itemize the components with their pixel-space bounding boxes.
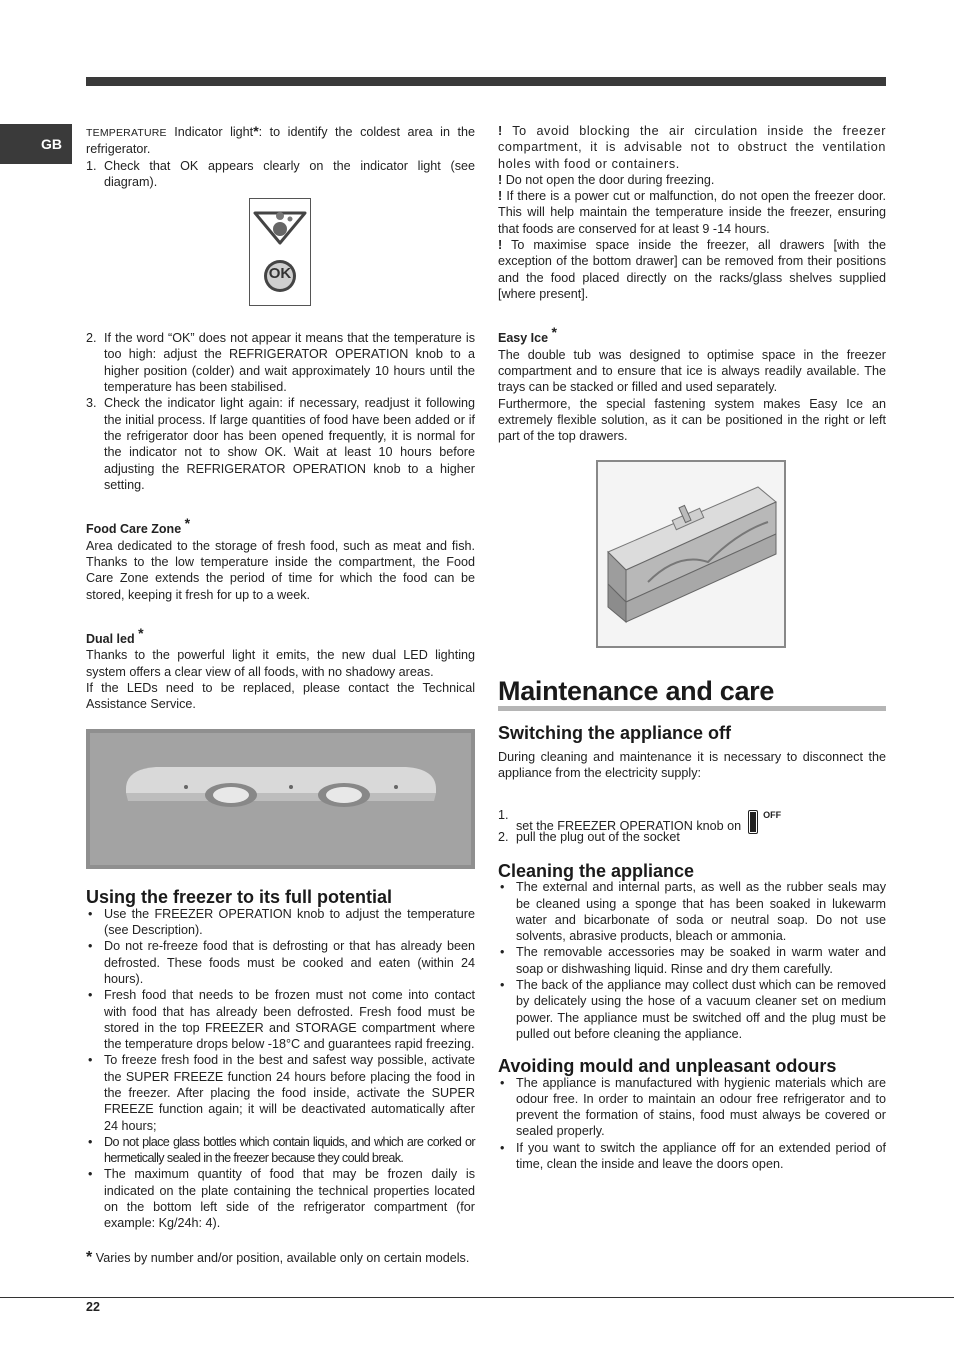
list-item: 1. Check that OK appears clearly on the indicator light (see diagram). xyxy=(86,158,475,189)
food-care-text: Area dedicated to the storage of fresh food, such as meat and fish. Thanks to the low temperature inside the compartment, the Food Care Zone extends the period of time for which the food can be stored, keeping it fresh for up to a week. xyxy=(86,538,475,602)
dual-led-photo xyxy=(86,729,475,869)
dual-led-text: Thanks to the powerful light it emits, the new dual LED lighting system offers a clear view of all foods, with no shadowy areas. xyxy=(86,648,475,679)
cleaning-list xyxy=(498,879,886,1042)
temperature-indicator-diagram xyxy=(249,198,311,306)
mould-heading: Avoiding mould and unpleasant odours xyxy=(498,1056,837,1077)
easy-ice-text: The double tub was designed to optimise space in the freezer compartment and to ensure that ice is always readily available. The trays can be stacked or filled and used separately. xyxy=(498,347,886,395)
freezer-list xyxy=(86,906,475,1232)
off-label: OFF xyxy=(763,810,782,821)
top-rule xyxy=(86,77,886,86)
temperature-steps-1 xyxy=(86,158,475,191)
freezer-heading: Using the freezer to its full potential xyxy=(86,887,393,908)
list-item: • The removable accessories may be soaked in warm water and soap or dishwashing liquid. Rinse and dry them carefully. xyxy=(498,944,886,977)
right-column xyxy=(498,123,886,1172)
temperature-steps-2 xyxy=(86,330,475,493)
switch-off-steps xyxy=(498,807,886,845)
food-care-heading: Food Care Zone * xyxy=(86,515,191,537)
list-item: • Fresh food that needs to be frozen must not come into contact with food that has already been defrosted. Fresh food must be stored in the top FREEZER and STORAGE compartment where the temperature drops below -18°C and guarantees rapid freezing. xyxy=(86,987,475,1052)
footer-rule xyxy=(0,1297,954,1298)
switch-off-heading: Switching the appliance off xyxy=(498,722,732,743)
dual-led-text-2: If the LEDs need to be replaced, please contact the Technical Assistance Service. xyxy=(86,680,475,712)
maintenance-title: Maintenance and care xyxy=(498,676,886,711)
temperature-label: TEMPERATURE xyxy=(86,127,167,139)
list-item: • The appliance is manufactured with hygienic materials which are odour free. In order to maintain an odour free refrigerator and to prevent the formation of stains, food must always be covered or sealed properly. xyxy=(498,1075,886,1140)
list-item: 3. Check the indicator light again: if necessary, readjust it following the initial process. If large quantities of food have been added or if the refrigerator door has been opened frequently, it is normal for the indicator not to show OK. Wait at least 10 hours before adjusting the REFRIGERATOR OPERATION knob to a higher setting. xyxy=(86,396,475,492)
easy-ice-photo xyxy=(596,460,786,648)
language-tab: GB xyxy=(0,124,72,164)
easy-ice-image xyxy=(598,462,784,646)
list-item: • The back of the appliance may collect dust which can be removed by delicately using the hose of a vacuum cleaner set on medium power. The appliance must be switched off and the plug must be pulled out before cleaning the appliance. xyxy=(498,977,886,1042)
list-item: 2. If the word “OK” does not appear it means that the temperature is too high: adjust the REFRIGERATOR OPERATION knob to a higher position (colder) and wait approximately 10 hours until the temperature has been stabilised. xyxy=(86,331,475,395)
temperature-intro: TEMPERATURE Indicator light*: to identify the coldest area in the refrigerator. xyxy=(86,123,475,157)
asterisk: * xyxy=(253,123,259,139)
cleaning-heading: Cleaning the appliance xyxy=(498,860,695,881)
warning-1: ! To avoid blocking the air circulation inside the freezer compartment, it is advisable not to obstruct the ventilation holes with food or containers. xyxy=(498,124,886,171)
list-item: • If you want to switch the appliance off for an extended period of time, clean the inside and leave the doors open. xyxy=(498,1140,886,1173)
list-item: • The external and internal parts, as well as the rubber seals may be cleaned using a sponge that has been soaked in lukewarm water and bicarbonate of soda or neutral soap. Do not use solvents, abrasive products, bleach or ammonia. xyxy=(498,879,886,944)
warning-3: ! If there is a power cut or malfunction, do not open the freezer door. This will help maintain the temperature inside the freezer, ensuring that foods are conserved for at least 9 -14 hours. xyxy=(498,189,887,236)
ok-label: OK xyxy=(268,265,292,283)
list-item: • Do not re-freeze food that is defrosting or that has already been defrosted. These foods must be cooked and eaten (within 24 hours). xyxy=(86,938,475,987)
dual-led-heading: Dual led * xyxy=(86,624,144,646)
dual-led-image xyxy=(86,729,475,869)
left-column xyxy=(86,123,475,1266)
mould-list xyxy=(498,1075,886,1173)
easy-ice-heading: Easy Ice * xyxy=(498,324,557,346)
list-item: • The maximum quantity of food that may be frozen daily is indicated on the plate containing the technical properties located on the bottom left side of the refrigerator compartment (for example: Kg/24h: 4). xyxy=(86,1166,475,1231)
switch-off-text: During cleaning and maintenance it is necessary to disconnect the appliance from the electricity supply: xyxy=(498,749,886,781)
list-item: 2. pull the plug out of the socket xyxy=(498,829,680,844)
list-item: • To freeze fresh food in the best and safest way possible, activate the SUPER FREEZE function 24 hours before placing the food in the freezer. After placing the food inside, activate the SUPER FREEZE function again; it will be deactivated automatically after 24 hours; xyxy=(86,1052,475,1133)
list-item: • Do not place glass bottles which contain liquids, and which are corked or hermetically sealed in the freezer because they could break. xyxy=(86,1134,475,1167)
list-item: 1. set the FREEZER OPERATION knob on $^{OFF}$ xyxy=(498,808,782,834)
page-number: 22 xyxy=(86,1300,100,1314)
warning-4: ! To maximise space inside the freezer, all drawers [with the exception of the bottom drawer] can be removed from their positions and the food placed directly on the racks/glass shelves supplied [where present]. xyxy=(498,238,887,301)
footnote: * Varies by number and/or position, available only on certain models. xyxy=(86,1248,470,1266)
easy-ice-text-2: Furthermore, the special fastening system makes Easy Ice an extremely flexible solution, as it can be positioned in the right or left part of the top drawers. xyxy=(498,396,886,444)
temperature-indicator-icon xyxy=(250,199,310,305)
list-item: • Use the FREEZER OPERATION knob to adjust the temperature (see Description). xyxy=(86,906,475,939)
warning-2: ! Do not open the door during freezing. xyxy=(498,172,715,187)
